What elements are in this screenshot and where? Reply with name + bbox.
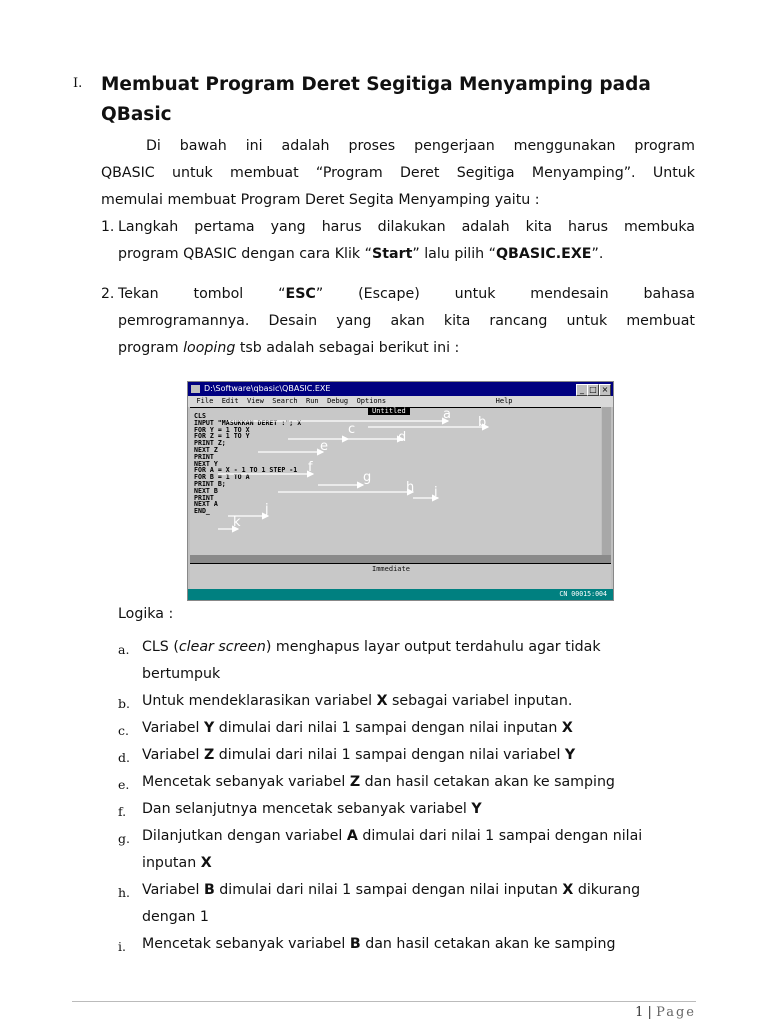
logika-heading: Logika : (118, 606, 174, 622)
logika-item (142, 742, 694, 769)
annotation-label: d (398, 430, 407, 445)
text-run: ” lalu pilih “ (412, 246, 496, 262)
logika-item-letter: h. (118, 885, 131, 900)
text-run: ”. (591, 246, 604, 262)
footer-separator: | (647, 1005, 652, 1020)
logika-item (142, 796, 694, 823)
text-run: Variabel (142, 720, 204, 736)
annotation-label: i (434, 485, 438, 500)
page-number: 1 (635, 1005, 644, 1020)
logika-item (142, 823, 694, 877)
minimize-icon: _ (576, 384, 588, 396)
text-run: Y (203, 720, 215, 736)
annotation-label: a (443, 407, 451, 422)
logika-item-letter: c. (118, 723, 129, 738)
annotation-label: f (308, 460, 313, 475)
text-run: dimulai dari nilai 1 sampai dengan nilai (357, 828, 643, 844)
text-run: X (376, 693, 388, 709)
logika-item (142, 769, 694, 796)
close-icon: × (599, 384, 611, 396)
intro-line-2: QBASIC untuk membuat “Program Deret Segitiga Menyamping”. Untuk (101, 165, 695, 181)
text-run: ” (Escape) untuk mendesain bahasa (315, 286, 695, 302)
qbasic-exe-keyword: QBASIC.EXE (496, 246, 592, 262)
text-run: Variabel (142, 882, 204, 898)
logika-item-letter: f. (118, 804, 127, 819)
section-title: Membuat Program Deret Segitiga Menyamping pada QBasic (101, 74, 651, 125)
looping-term: looping (183, 340, 236, 356)
text-run: X (562, 882, 574, 898)
logika-item-letter: d. (118, 750, 130, 765)
logika-item-line-1 (142, 634, 694, 661)
logika-item-line-1 (142, 715, 694, 742)
step-2-line-2: pemrogramannya. Desain yang akan kita rancang untuk membuat (118, 313, 695, 329)
step-1-body (118, 214, 695, 268)
logika-item (142, 877, 694, 931)
annotation-label: j (265, 502, 269, 517)
qbasic-menu-bar: File Edit View Search Run Debug Options Help (188, 396, 613, 407)
maximize-icon: □ (587, 384, 599, 396)
annotation-label: b (478, 415, 487, 430)
editor-title: Untitled (368, 407, 410, 415)
logika-item-line-1 (142, 877, 694, 904)
text-run: B (203, 882, 215, 898)
logika-item (142, 931, 694, 958)
text-run: Variabel (142, 747, 204, 763)
immediate-title: Immediate (372, 565, 410, 573)
logika-item-letter: b. (118, 696, 130, 711)
text-run: Mencetak sebanyak variabel (142, 936, 350, 952)
step-1-line-2 (118, 241, 695, 268)
step-2-number: 2. (101, 286, 115, 302)
footer-divider (72, 1001, 696, 1002)
text-run: dimulai dari nilai 1 sampai dengan nilai inputan (214, 882, 563, 898)
step-1-line-1: Langkah pertama yang harus dilakukan adalah kita harus membuka (118, 219, 695, 235)
text-run: Y (471, 801, 482, 817)
annotation-label: e (320, 439, 328, 454)
text-run: dimulai dari nilai 1 sampai dengan nilai variabel (214, 747, 565, 763)
qbasic-window-title: D:\Software\qbasic\QBASIC.EXE (204, 384, 331, 393)
text-run: ) menghapus layar output terdahulu agar tidak (265, 639, 601, 655)
step-2-body (118, 281, 695, 362)
logika-item-letter: e. (118, 777, 130, 792)
step-2-line-3 (118, 335, 695, 362)
text-run: tsb adalah sebagai berikut ini : (235, 340, 460, 356)
text-run: Y (564, 747, 576, 763)
annotation-label: h (406, 480, 415, 495)
logika-item (142, 715, 694, 742)
text-run: clear screen (178, 639, 266, 655)
logika-item-line-1 (142, 931, 694, 958)
logika-item-line-2: dengan 1 (142, 909, 209, 925)
page-footer (635, 1005, 696, 1020)
logika-item-letter: g. (118, 831, 130, 846)
logika-item-line-1 (142, 769, 694, 796)
logika-item-line-1 (142, 688, 694, 715)
page-word: Page (656, 1005, 696, 1020)
qbasic-screenshot (187, 381, 614, 609)
start-keyword: Start (372, 246, 413, 262)
text-run: dan hasil cetakan akan ke samping (360, 936, 616, 952)
logika-item-line-1 (142, 823, 694, 850)
step-1-number: 1. (101, 219, 115, 235)
text-run: X (561, 720, 573, 736)
annotation-label: k (233, 515, 241, 530)
logika-item-letter: i. (118, 939, 126, 954)
text-run: dikurang (573, 882, 641, 898)
intro-paragraph (101, 133, 695, 214)
intro-line-3: memulai membuat Program Deret Segita Menyamping yaitu : (101, 192, 540, 208)
esc-keyword: ESC (285, 286, 316, 302)
text-run: CLS ( (142, 639, 179, 655)
text-run: Tekan tombol “ (118, 286, 286, 302)
logika-item (142, 688, 694, 715)
logika-item-line-2: bertumpuk (142, 666, 221, 682)
annotation-label: c (348, 422, 356, 437)
text-run: program (118, 340, 184, 356)
annotation-arrows (188, 382, 613, 600)
text-run: Z (349, 774, 361, 790)
text-run: sebagai variabel inputan. (387, 693, 573, 709)
text-run: Z (203, 747, 215, 763)
text-run: Mencetak sebanyak variabel (142, 774, 350, 790)
text-run: program QBASIC dengan cara Klik “ (118, 246, 373, 262)
status-keys: <Shift+F1=Help> <F6=Window> <F2=Subs> <F5=Run> <F8=Step> (211, 601, 435, 609)
logika-item (142, 634, 694, 688)
text-run: Dilanjutkan dengan variabel (142, 828, 347, 844)
annotation-label: g (363, 470, 372, 485)
section-number: I. (73, 76, 83, 91)
text-run: inputan (142, 855, 201, 871)
step-2-line-1 (118, 281, 695, 308)
logika-item-line-1 (142, 796, 694, 823)
text-run: Dan selanjutnya mencetak sebanyak variabel (142, 801, 472, 817)
text-run: Untuk mendeklarasikan variabel (142, 693, 377, 709)
text-run: B (349, 936, 361, 952)
text-run: dan hasil cetakan akan ke samping (360, 774, 615, 790)
text-run: X (200, 855, 212, 871)
logika-item-line-1 (142, 742, 694, 769)
text-run: dimulai dari nilai 1 sampai dengan nilai inputan (214, 720, 562, 736)
logika-item-line-2 (142, 850, 694, 877)
cursor-position: CN 00015:004 (559, 590, 607, 598)
text-run: A (346, 828, 358, 844)
intro-line-1: Di bawah ini adalah proses pengerjaan menggunakan program (146, 138, 695, 154)
logika-item-letter: a. (118, 642, 130, 657)
qbasic-code: CLS INPUT "MASUKKAN DERET :"; X FOR Y = 1 TO X FOR Z = 1 TO Y PRINT Z; NEXT Z PRINT NEXT Y FOR A = X - 1 TO 1 STEP -1 FOR B = 1 TO A PRINT B; NEXT B PRINT NEXT A END_ (194, 412, 302, 516)
